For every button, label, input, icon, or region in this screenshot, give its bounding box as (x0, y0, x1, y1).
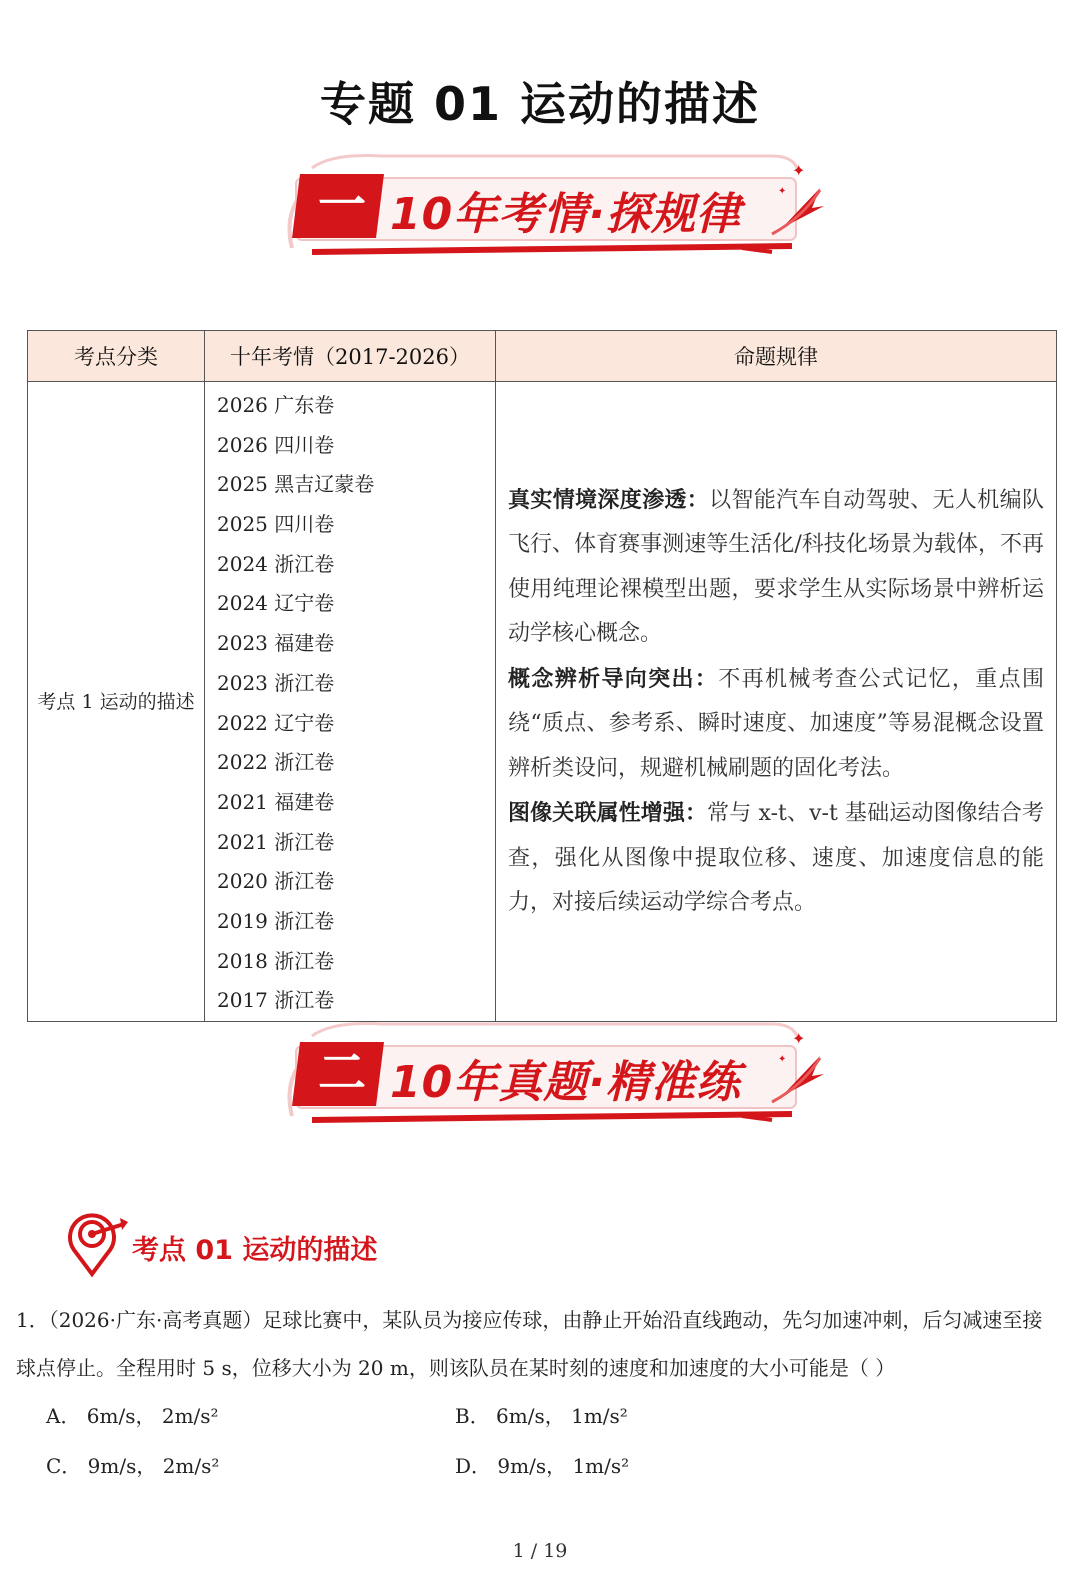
year-item: 2024 辽宁卷 (217, 591, 335, 616)
year-item: 2021 福建卷 (217, 789, 335, 814)
page-number: 1 / 19 (512, 1540, 568, 1562)
year-item: 2017 浙江卷 (217, 988, 335, 1013)
rule-text: 以智能汽车自动驾驶、无人机编队飞行、体育赛事测速等生活化/科技化场景为载体，不再使用纯理论裸模型出题，要求学生从实际场景中辨析运动学核心概念。 (508, 487, 1044, 646)
banner-title: 10年真题·精准练 (390, 1057, 741, 1108)
exam-analysis-table (27, 330, 1057, 1022)
banner-number: 二 (317, 1045, 366, 1101)
option-c: C． 9m/s， 2m/s² (46, 1454, 220, 1478)
svg-text:✦: ✦ (778, 1054, 787, 1065)
section-banner-1 (272, 148, 832, 268)
svg-text:✦: ✦ (792, 161, 806, 180)
year-item: 2026 四川卷 (217, 432, 335, 457)
year-item: 2022 辽宁卷 (217, 710, 335, 735)
year-item: 2023 浙江卷 (217, 670, 335, 695)
banner-number: 一 (317, 177, 366, 233)
col-header-category: 考点分类 (28, 331, 205, 382)
year-item: 2023 福建卷 (217, 631, 335, 656)
rule-paragraph (508, 478, 1044, 657)
topic-heading (62, 1210, 462, 1280)
topic-title: 考点 01 运动的描述 (132, 1235, 378, 1266)
rule-heading: 图像关联属性增强： (508, 800, 708, 826)
rule-heading: 真实情境深度渗透： (508, 486, 710, 513)
years-cell (205, 382, 496, 1022)
page-title: 专题 01 运动的描述 (319, 77, 761, 131)
col-header-rules: 命题规律 (496, 331, 1057, 382)
year-item: 2022 浙江卷 (217, 750, 335, 775)
year-item: 2025 黑吉辽蒙卷 (217, 472, 375, 497)
year-item: 2024 浙江卷 (217, 551, 335, 576)
rule-text: 常与 x-t、v-t 基础运动图像结合考查，强化从图像中提取位移、速度、加速度信息的能力，对接后续运动学综合考点。 (508, 801, 1044, 915)
col-header-years: 十年考情（2017-2026） (205, 331, 496, 382)
rules-cell (496, 382, 1057, 1022)
year-item: 2020 浙江卷 (217, 869, 335, 894)
target-pin-icon (62, 1210, 132, 1280)
year-item: 2021 浙江卷 (217, 829, 335, 854)
option-d: D． 9m/s， 1m/s² (455, 1454, 630, 1478)
rule-paragraph (508, 657, 1044, 792)
table-header-row (28, 331, 1057, 382)
section-banner-2 (272, 1016, 832, 1136)
year-item: 2019 浙江卷 (217, 908, 335, 933)
option-a: A． 6m/s， 2m/s² (46, 1404, 219, 1428)
question-stem: 1．（2026·广东·高考真题）足球比赛中，某队员为接应传球，由静止开始沿直线跑动，先匀加速冲刺，后匀减速至接球点停止。全程用时 5 s，位移大小为 20 m，则该队员在某时刻的速度和加速度的大小可能是（ ） (16, 1308, 1043, 1380)
year-item: 2025 四川卷 (217, 512, 335, 537)
category-cell (28, 382, 205, 1022)
year-item: 2018 浙江卷 (217, 948, 335, 973)
svg-text:✦: ✦ (792, 1029, 806, 1048)
option-b: B． 6m/s， 1m/s² (455, 1404, 628, 1428)
year-item: 2026 广东卷 (217, 393, 335, 417)
rule-heading: 概念辨析导向突出： (508, 665, 719, 692)
svg-text:✦: ✦ (778, 186, 787, 197)
rule-paragraph (508, 791, 1044, 926)
banner-title: 10年考情·探规律 (390, 189, 741, 240)
rule-text: 不再机械考查公式记忆，重点围绕“质点、参考系、瞬时速度、加速度”等易混概念设置辨析类设问，规避机械刷题的固化考法。 (508, 666, 1044, 781)
category-label: 考点 1 运动的描述 (37, 690, 195, 713)
table-row (28, 382, 1057, 1022)
